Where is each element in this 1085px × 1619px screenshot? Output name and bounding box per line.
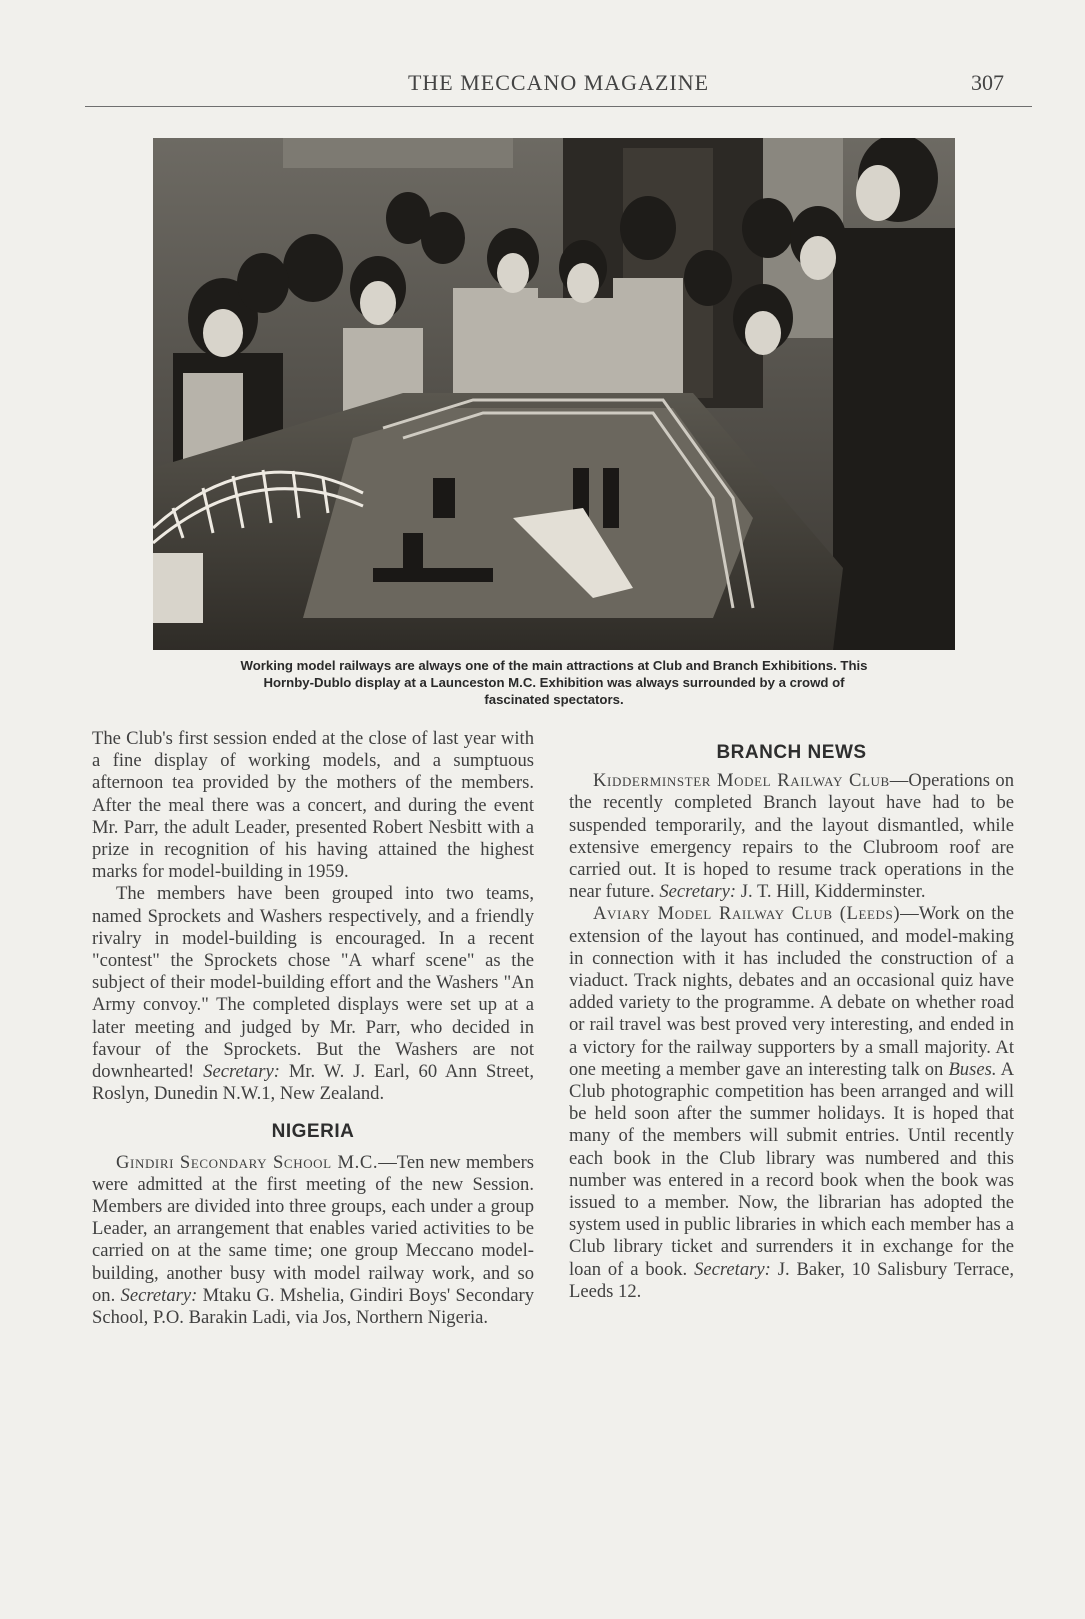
secretary-label: Secretary: <box>694 1258 771 1280</box>
secretary-label: Secretary: <box>120 1284 198 1306</box>
secretary-address: Mtaku G. Mshelia, Gindiri Boys' Secondary School, P.O. Barakin Ladi, via Jos, Northern Nigeria. <box>92 1284 534 1329</box>
secretary-address: J. Baker, 10 Salisbury Terrace, Leeds 12. <box>569 1258 1014 1302</box>
paragraph-text: —Work on the extension of the layout has continued, and model-making in connection with it has included the construction of a viaduct. Track nights, debates and an occasional quiz have added variety to the programme. A debate on whether road or rail travel was best proved very interesting, and ended in a victory for the railway supporters by a small majority. At one meeting a member gave an interesting talk on <box>569 903 1014 1080</box>
caption-line: fascinated spectators. <box>484 692 624 707</box>
paragraph <box>92 1152 534 1330</box>
photo-caption <box>153 657 955 708</box>
secretary-label: Secretary: <box>203 1061 280 1083</box>
magazine-title: THE MECCANO MAGAZINE <box>407 70 710 95</box>
club-name: Gindiri Secondary School M.C. <box>116 1151 379 1173</box>
caption-line: Working model railways are always one of the main attractions at Club and Branch Exhibitions. This <box>240 658 868 673</box>
exhibition-photo <box>153 138 955 650</box>
talk-topic: Buses. <box>948 1058 997 1080</box>
paragraph-text: The members have been grouped into two teams, named Sprockets and Washers respectively, and a friendly rivalry in model-building is encouraged. In a recent "contest" the Sprockets chose "A wharf scene" as the subject of their model-building effort and the Washers "An Army convoy." The completed displays were set up at a later meeting and judged by Mr. Parr, who decided in favour of the Sprockets. But the Washers are not downhearted! <box>92 883 534 1083</box>
paragraph-text: A Club photographic competition has been arranged and will be held soon after the summer holidays. It is hoped that many of the members will submit entries. Until recently each book in the Club library was numbered and this number was entered in a record book when the book was issued to a member. Now, the librarian has adopted the system used in public libraries in which each member has a Club library ticket and surrenders it in exchange for the loan of a book. <box>569 1058 1014 1280</box>
secretary-address: J. T. Hill, Kidderminster. <box>740 881 926 903</box>
paragraph-text: —Operations on the recently completed Branch layout have had to be suspended temporarily, and the layout dismantled, while extensive emergency repairs to the Clubroom roof are carried out. It is hoped to resume track operations in the near future. <box>569 770 1014 903</box>
paragraph: The Club's first session ended at the close of last year with a fine display of working models, and a sumptuous afternoon tea provided by the mothers of the members. After the meal there was a concert, and during the event Mr. Parr, the adult Leader, presented Robert Nesbitt with a prize in recognition of his having attained the highest marks for model-building in 1959. <box>92 728 534 883</box>
paragraph <box>569 903 1014 1303</box>
secretary-address: Mr. W. J. Earl, 60 Ann Street, Roslyn, Dunedin N.W.1, New Zealand. <box>92 1061 534 1105</box>
club-name: Kidderminster Model Railway Club <box>593 770 890 792</box>
right-column <box>569 742 1014 1303</box>
paragraph <box>92 883 534 1105</box>
section-heading: NIGERIA <box>271 1121 355 1143</box>
left-column <box>92 728 534 1329</box>
page-header <box>85 70 1032 107</box>
section-heading: BRANCH NEWS <box>716 742 867 763</box>
caption-line: Hornby-Dublo display at a Launceston M.C. Exhibition was always surrounded by a crowd of <box>263 675 845 690</box>
page-number: 307 <box>971 70 1004 95</box>
paragraph <box>569 770 1014 903</box>
club-name: Aviary Model Railway Club (Leeds) <box>593 903 901 925</box>
paragraph-text: —Ten new members were admitted at the first meeting of the new Session. Members are divided into three groups, each under a group Leader, an arrangement that enables varied activities to be carried on at the same time; one group Meccano model-building, another busy with model railway work, and so on. <box>92 1151 535 1306</box>
secretary-label: Secretary: <box>659 881 737 903</box>
